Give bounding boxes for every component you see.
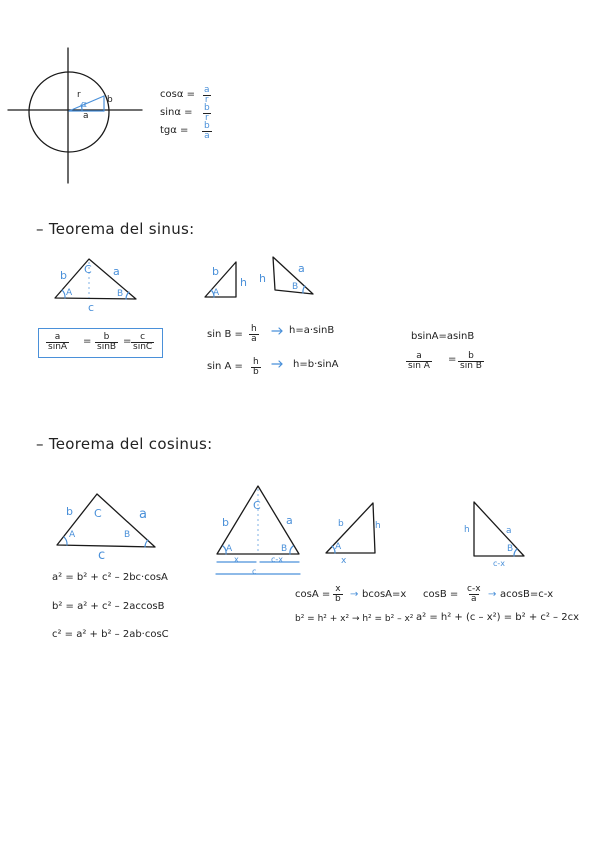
cos-label-C: C	[94, 507, 102, 520]
small-left-label-h: h	[240, 276, 247, 289]
circle	[29, 72, 109, 152]
sinA-lhs: sin A =	[207, 361, 243, 372]
sine-label-c: c	[88, 301, 95, 314]
cos-def-frac: $\frac{a}{r}$	[204, 85, 210, 106]
sin-def-lhs: sinα =	[160, 107, 193, 118]
split-label-a: a	[286, 514, 293, 527]
cosine-heading: – Teorema del cosinus:	[36, 435, 213, 453]
cosB-lhs: cosB =	[423, 589, 459, 600]
split-label-cx: c-x	[271, 555, 284, 564]
left-right-label-b: b	[338, 519, 344, 529]
small-left-label-b: b	[212, 265, 219, 278]
sinA-frac: $\frac{h}{b}$	[253, 357, 259, 378]
pythagoras-right: a² = h² + (c – x²) = b² + c² – 2cx	[416, 612, 580, 623]
cosB-arrow: →	[488, 589, 497, 600]
cosB-frac: $\frac{c-x}{a}$	[467, 584, 481, 605]
right-right-label-h: h	[464, 525, 470, 535]
left-right-label-A: A	[335, 542, 342, 552]
sine-law-term-a: $\frac{a}{\sin A}$	[48, 332, 68, 353]
cosine-law-c: c² = a² + b² – 2ab·cosC	[52, 629, 169, 640]
cosB-rhs: acosB=c-x	[500, 589, 554, 600]
label-b: b	[107, 95, 113, 105]
sine-label-B: B	[117, 289, 124, 299]
cos-def-lhs: cosα =	[160, 89, 195, 100]
sinB-frac: $\frac{h}{a}$	[251, 324, 257, 345]
split-label-C: C	[253, 499, 261, 512]
cos-label-A: A	[69, 530, 76, 540]
cosA-lhs: cosA =	[295, 589, 331, 600]
cosA-rhs: bcosA=x	[362, 589, 407, 600]
small-right-label-B: B	[292, 282, 299, 292]
right-right-label-cx: c-x	[493, 559, 506, 568]
unit-circle-diagram	[8, 48, 142, 183]
ratio-a-sinA: $\frac{a}{\text{sin A}}$	[408, 351, 430, 372]
sine-label-b: b	[60, 269, 67, 282]
cosine-right-right-triangle	[474, 502, 524, 556]
arrows	[272, 328, 282, 367]
sine-heading: – Teorema del sinus:	[36, 220, 195, 238]
ratio-b-sinB: $\frac{b}{\text{sin B}}$	[460, 351, 482, 372]
sine-law-term-c: $\frac{c}{\sin C}$	[133, 332, 153, 353]
bsinA-eq: bsinA=asinB	[411, 331, 475, 342]
cos-label-B: B	[124, 530, 131, 540]
label-alpha: α	[81, 100, 87, 110]
split-label-x: x	[234, 555, 239, 564]
sinB-lhs: sin B =	[207, 329, 243, 340]
sinB-rhs: h=a·sinB	[289, 325, 335, 336]
ratio-eq: =	[448, 354, 457, 365]
cosine-law-a: a² = b² + c² – 2bc·cosA	[52, 572, 168, 583]
small-right-label-h: h	[259, 272, 266, 285]
sine-label-A: A	[66, 288, 73, 298]
cosine-left-right-triangle	[326, 503, 375, 553]
sin-def-frac: $\frac{b}{r}$	[204, 103, 210, 124]
left-right-label-x: x	[341, 556, 347, 566]
small-left-label-A: A	[213, 288, 220, 298]
pythagoras-left: b² = h² + x² → h² = b² – x²	[295, 614, 414, 624]
sine-law-eq2: =	[123, 336, 132, 347]
right-right-label-a: a	[506, 526, 512, 536]
right-right-label-B: B	[507, 544, 514, 554]
split-label-B: B	[281, 544, 288, 554]
left-right-label-h: h	[375, 521, 381, 531]
cos-label-c: c	[98, 548, 106, 563]
sinA-rhs: h=b·sinA	[293, 359, 339, 370]
sine-label-C: C	[84, 263, 92, 276]
split-label-A: A	[226, 544, 233, 554]
cosA-frac: $\frac{x}{b}$	[335, 584, 341, 605]
label-a: a	[83, 111, 89, 121]
sine-small-triangle-left	[205, 262, 236, 297]
split-label-c: c	[252, 567, 257, 576]
sine-law-eq1: =	[83, 336, 92, 347]
cosA-arrow: →	[350, 589, 359, 600]
tg-def-frac: $\frac{b}{a}$	[204, 121, 210, 142]
label-r: r	[77, 90, 81, 100]
small-right-label-a: a	[298, 262, 305, 275]
sine-label-a: a	[113, 265, 120, 278]
cos-label-a: a	[139, 507, 147, 522]
split-label-b: b	[222, 516, 229, 529]
tg-def-lhs: tgα =	[160, 125, 189, 136]
sine-law-term-b: $\frac{b}{\sin B}$	[97, 332, 117, 353]
cosine-law-b: b² = a² + c² – 2accosB	[52, 601, 165, 612]
cos-label-b: b	[66, 505, 73, 518]
